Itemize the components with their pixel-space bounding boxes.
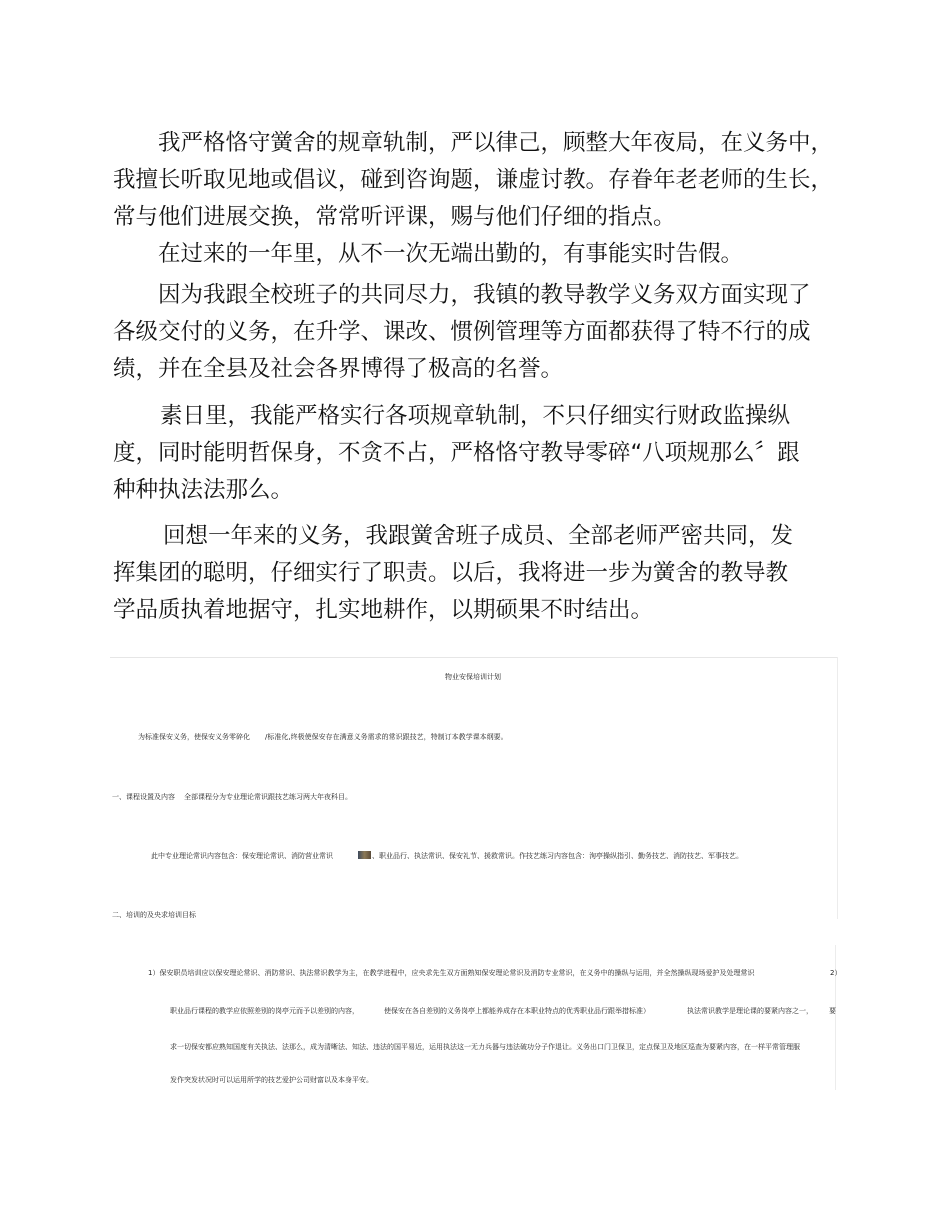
paragraph-line: 我严格恪守黉舍的规章轨制，严以律己，顾整大年夜局，在义务中， xyxy=(158,130,834,156)
paragraph-line: 我擅长听取见地或倡议，碰到咨询题，谦虚讨教。存眷年老老师的生长， xyxy=(113,167,834,193)
embedded-title: 物业安保培训计划 xyxy=(445,673,501,681)
paragraph-line: 常与他们进展交换，常常听评课，赐与他们仔细的指点。 xyxy=(113,204,676,230)
paragraph-line: 素日里，我能严格实行各项规章轨制，不只仔细实行财政监操纵 xyxy=(160,403,791,429)
list-item: 发作突发状况时可以运用所学的技艺爱护公司财富以及本身平安。 xyxy=(170,1076,373,1084)
paragraph-line: 绩，并在全县及社会各界博得了极高的名誉。 xyxy=(113,356,564,382)
paragraph-line: 回想一年来的义务，我跟黉舍班子成员、全部老师严密共同，发 xyxy=(163,523,794,549)
paragraph-line: 在过来的一年里，从不一次无端出勤的，有事能实时告假。 xyxy=(158,241,744,267)
list-item: 执法常识教学是理论课的要紧内容之一， xyxy=(687,1007,813,1015)
thumbnail-image xyxy=(358,851,371,859)
paragraph-line: 因为我跟全校班子的共同尽力，我镇的教导教学义务双方面实现了 xyxy=(158,282,811,308)
intro-text: 为标准保安义务，使保安义务零碎化 xyxy=(138,733,250,741)
paragraph xyxy=(113,518,813,629)
list-item: 求一切保安都应熟知国度有关执法、法那么，成为清晰法、知法、违法的国平易近，运用执法这一无力兵器与违法破功分子作退让。义务出口门卫保卫，定点保卫及地区巡查为要紧内容，在一样平常管理服 xyxy=(170,1043,800,1051)
divider xyxy=(835,945,836,1090)
divider xyxy=(837,657,838,919)
paragraph-line: 学品质执着地据守，扎实地耕作，以期硕果不时结出。 xyxy=(113,597,654,623)
paragraph-line: 种种执法法那么。 xyxy=(113,477,294,503)
embedded-document xyxy=(110,657,840,1097)
paragraph xyxy=(113,236,813,273)
paragraph-line: 各级交付的义务，在升学、课改、惯例管理等方面都获得了特不行的成 xyxy=(113,319,811,345)
list-item: 职业品行课程的教学应依照差别的岗亭元而予以差别的内容， xyxy=(170,1007,359,1015)
theory-text: 、职业品行、执法常识、保安礼节、援救常识。作技艺练习内容包含：洵亭操纵指引、勤务技艺、消防技艺、军事技艺。 xyxy=(372,852,743,860)
paragraph xyxy=(113,398,813,509)
divider xyxy=(110,657,838,658)
intro-text: /标准化,终极使保安存在满意义务需求的常识跟技艺，特制订本教学课本纲要。 xyxy=(265,733,508,741)
section-heading: 二、培训的及央求培训目标 xyxy=(112,911,196,919)
list-item: 2） xyxy=(830,969,842,977)
paragraph xyxy=(113,277,813,388)
section-text: 全部课程分为专业理论常识跟技艺练习两大年夜科目。 xyxy=(184,793,352,801)
theory-text: 此中专业理论常识内容包含：保安理论常识、消防营业常识 xyxy=(151,852,333,860)
list-item: 要 xyxy=(829,1007,836,1015)
paragraph-line: 挥集团的聪明，仔细实行了职责。以后，我将进一步为黉舍的教导教 xyxy=(113,560,789,586)
list-item: 使保安在各自差别的义务岗亭上都能养成存在本职业特点的优秀职业品行跟举措标准） xyxy=(384,1007,650,1015)
paragraph-line: 度，同时能明哲保身，不贪不占，严格恪守教导零碎“八项规那么〞跟 xyxy=(113,440,800,466)
section-heading: 一、课程设置及内容 xyxy=(112,793,175,801)
paragraph xyxy=(113,125,834,236)
list-item: 1）保安职员培训应以保安理论常识、消防常识、执法常识教学为主，在教学进程中，应央求先生双方面熟知保安理论常识及消防专业常识，在义务中的操纵与运用，并全然操纵现场爱护及处理常识 xyxy=(148,969,755,977)
